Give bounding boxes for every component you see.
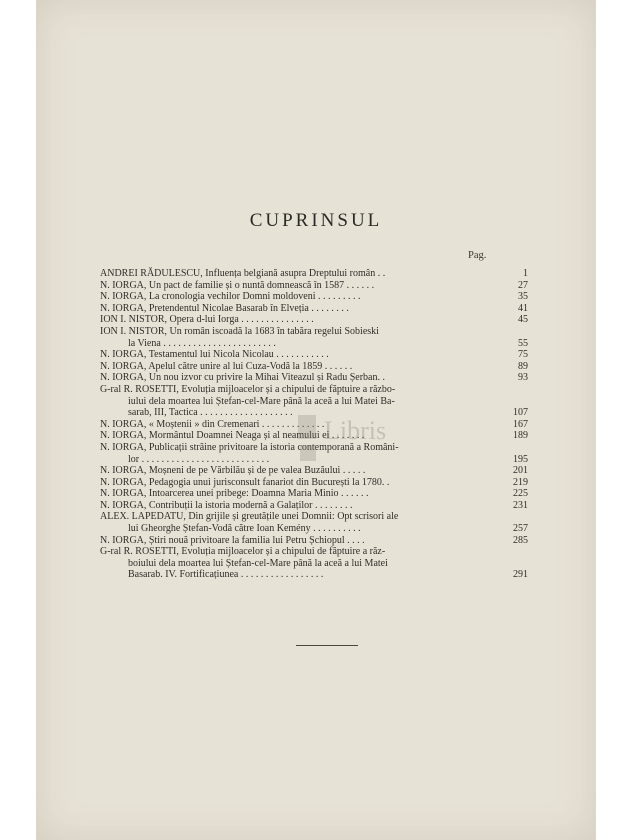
toc-page-number: 93	[518, 372, 528, 384]
toc-page-number: 75	[518, 349, 528, 361]
toc-entry	[100, 465, 528, 477]
toc-entry-text: N. IORGA, Mormântul Doamnei Neaga și al neamului ei . . . . . . .	[100, 430, 365, 442]
toc-entry-text: N. IORGA, Intoarcerea unei pribege: Doamna Maria Minio . . . . . .	[100, 488, 369, 500]
toc-entry-text: N. IORGA, La cronologia vechilor Domni moldoveni . . . . . . . . .	[100, 291, 361, 303]
table-of-contents	[100, 268, 528, 581]
book-page	[36, 0, 596, 840]
toc-entry	[100, 430, 528, 442]
toc-page-number: 27	[518, 279, 528, 291]
toc-entry-text: ALEX. LAPEDATU, Din grijile și greutățile unei Domnii: Opt scrisori ale	[100, 511, 399, 523]
toc-entry-text: N. IORGA, Pretendentul Nicolae Basarab în Elveția . . . . . . . .	[100, 302, 349, 314]
toc-entry	[100, 384, 528, 419]
toc-entry-text: N. IORGA, Publicații străine privitoare la istoria contemporană a Români-	[100, 441, 399, 453]
toc-entry-text: N. IORGA, Un pact de familie și o nuntă domnească în 1587 . . . . . .	[100, 279, 375, 291]
toc-entry-text: G-ral R. ROSETTI, Evoluția mijloacelor și a chipului de făptuire a războ-	[100, 383, 396, 395]
toc-page-number: 231	[513, 499, 528, 511]
toc-entry-continuation: Basarab. IV. Fortificațiunea . . . . . . . . . . . . . . . . .	[128, 569, 324, 581]
toc-entry	[100, 361, 528, 373]
toc-entry-text: N. IORGA, Contribuții la istoria modernă a Galaților . . . . . . . .	[100, 499, 353, 511]
toc-page-number: 257	[513, 523, 528, 535]
toc-page-number: 225	[513, 488, 528, 500]
toc-entry	[100, 511, 528, 534]
toc-page-number: 219	[513, 476, 528, 488]
toc-entry-text: N. IORGA, Știri nouă privitoare la familia lui Petru Șchiopul . . . .	[100, 534, 365, 546]
toc-entry-continuation: lor . . . . . . . . . . . . . . . . . . . . . . . . . .	[128, 453, 270, 465]
toc-entry-text: ANDREI RĂDULESCU, Influența belgiană asupra Dreptului român . .	[100, 268, 386, 279]
toc-entry	[100, 326, 528, 349]
toc-page-number: 291	[513, 569, 528, 581]
toc-page-number: 167	[513, 418, 528, 430]
toc-entry-continuation: boiului dela moartea lui Ștefan-cel-Mare până la aceă a lui Matei	[128, 557, 388, 569]
toc-entry-text: N. IORGA, Pedagogia unui jurisconsult fanariot din București la 1780. .	[100, 476, 390, 488]
page-column-header: Pag.	[468, 250, 487, 261]
toc-page-number: 201	[513, 465, 528, 477]
toc-entry	[100, 488, 528, 500]
toc-page-number: 89	[518, 360, 528, 372]
toc-entry-continuation: iului dela moartea lui Ștefan-cel-Mare până la aceă a lui Matei Ba-	[128, 395, 395, 407]
toc-page-number: 107	[513, 407, 528, 419]
toc-entry	[100, 280, 528, 292]
toc-entry-continuation: sarab, III, Tactica . . . . . . . . . . . . . . . . . . .	[128, 407, 293, 419]
toc-entry-text: ION I. NISTOR, Opera d-lui Iorga . . . . . . . . . . . . . . .	[100, 314, 314, 326]
toc-page-number: 35	[518, 291, 528, 303]
toc-page-number: 285	[513, 534, 528, 546]
toc-page-number: 55	[518, 337, 528, 349]
toc-entry	[100, 500, 528, 512]
closing-rule	[296, 645, 358, 646]
toc-page-number: 195	[513, 453, 528, 465]
toc-entry-text: N. IORGA, Moșneni de pe Vărbilău și de pe valea Buzăului . . . . .	[100, 465, 366, 477]
toc-entry	[100, 477, 528, 489]
toc-entry	[100, 303, 528, 315]
toc-page-number: 41	[518, 302, 528, 314]
toc-entry-text: N. IORGA, Testamentul lui Nicola Nicolau . . . . . . . . . . .	[100, 349, 329, 361]
toc-entry	[100, 546, 528, 581]
toc-page-number: 45	[518, 314, 528, 326]
toc-entry-text: N. IORGA, Un nou izvor cu privire la Mihai Viteazul și Radu Șerban. .	[100, 372, 385, 384]
toc-entry	[100, 268, 528, 280]
toc-entry-continuation: la Viena . . . . . . . . . . . . . . . . . . . . . . .	[128, 337, 276, 349]
toc-entry-continuation: lui Gheorghe Ștefan-Vodă către Ioan Kemény . . . . . . . . . .	[128, 523, 361, 535]
toc-entry-text: N. IORGA, Apelul către unire al lui Cuza-Vodă la 1859 . . . . . .	[100, 360, 353, 372]
page-title: CUPRINSUL	[249, 210, 383, 231]
toc-entry	[100, 291, 528, 303]
toc-entry-text: ION I. NISTOR, Un român iscoadă la 1683 în tabăra regelui Sobieski	[100, 325, 379, 337]
toc-entry	[100, 419, 528, 431]
toc-entry-text: G-ral R. ROSETTI, Evoluția mijloacelor și a chipului de făptuire a răz-	[100, 546, 386, 558]
toc-entry-text: N. IORGA, « Moștenii » din Cremenari . . . . . . . . . . . . .	[100, 418, 325, 430]
toc-entry	[100, 442, 528, 465]
toc-page-number: 189	[513, 430, 528, 442]
toc-entry	[100, 372, 528, 384]
toc-entry	[100, 349, 528, 361]
toc-entry	[100, 314, 528, 326]
svg-text:Libris: Libris	[324, 416, 387, 445]
toc-entry	[100, 535, 528, 547]
toc-page-number: 1	[523, 268, 528, 279]
